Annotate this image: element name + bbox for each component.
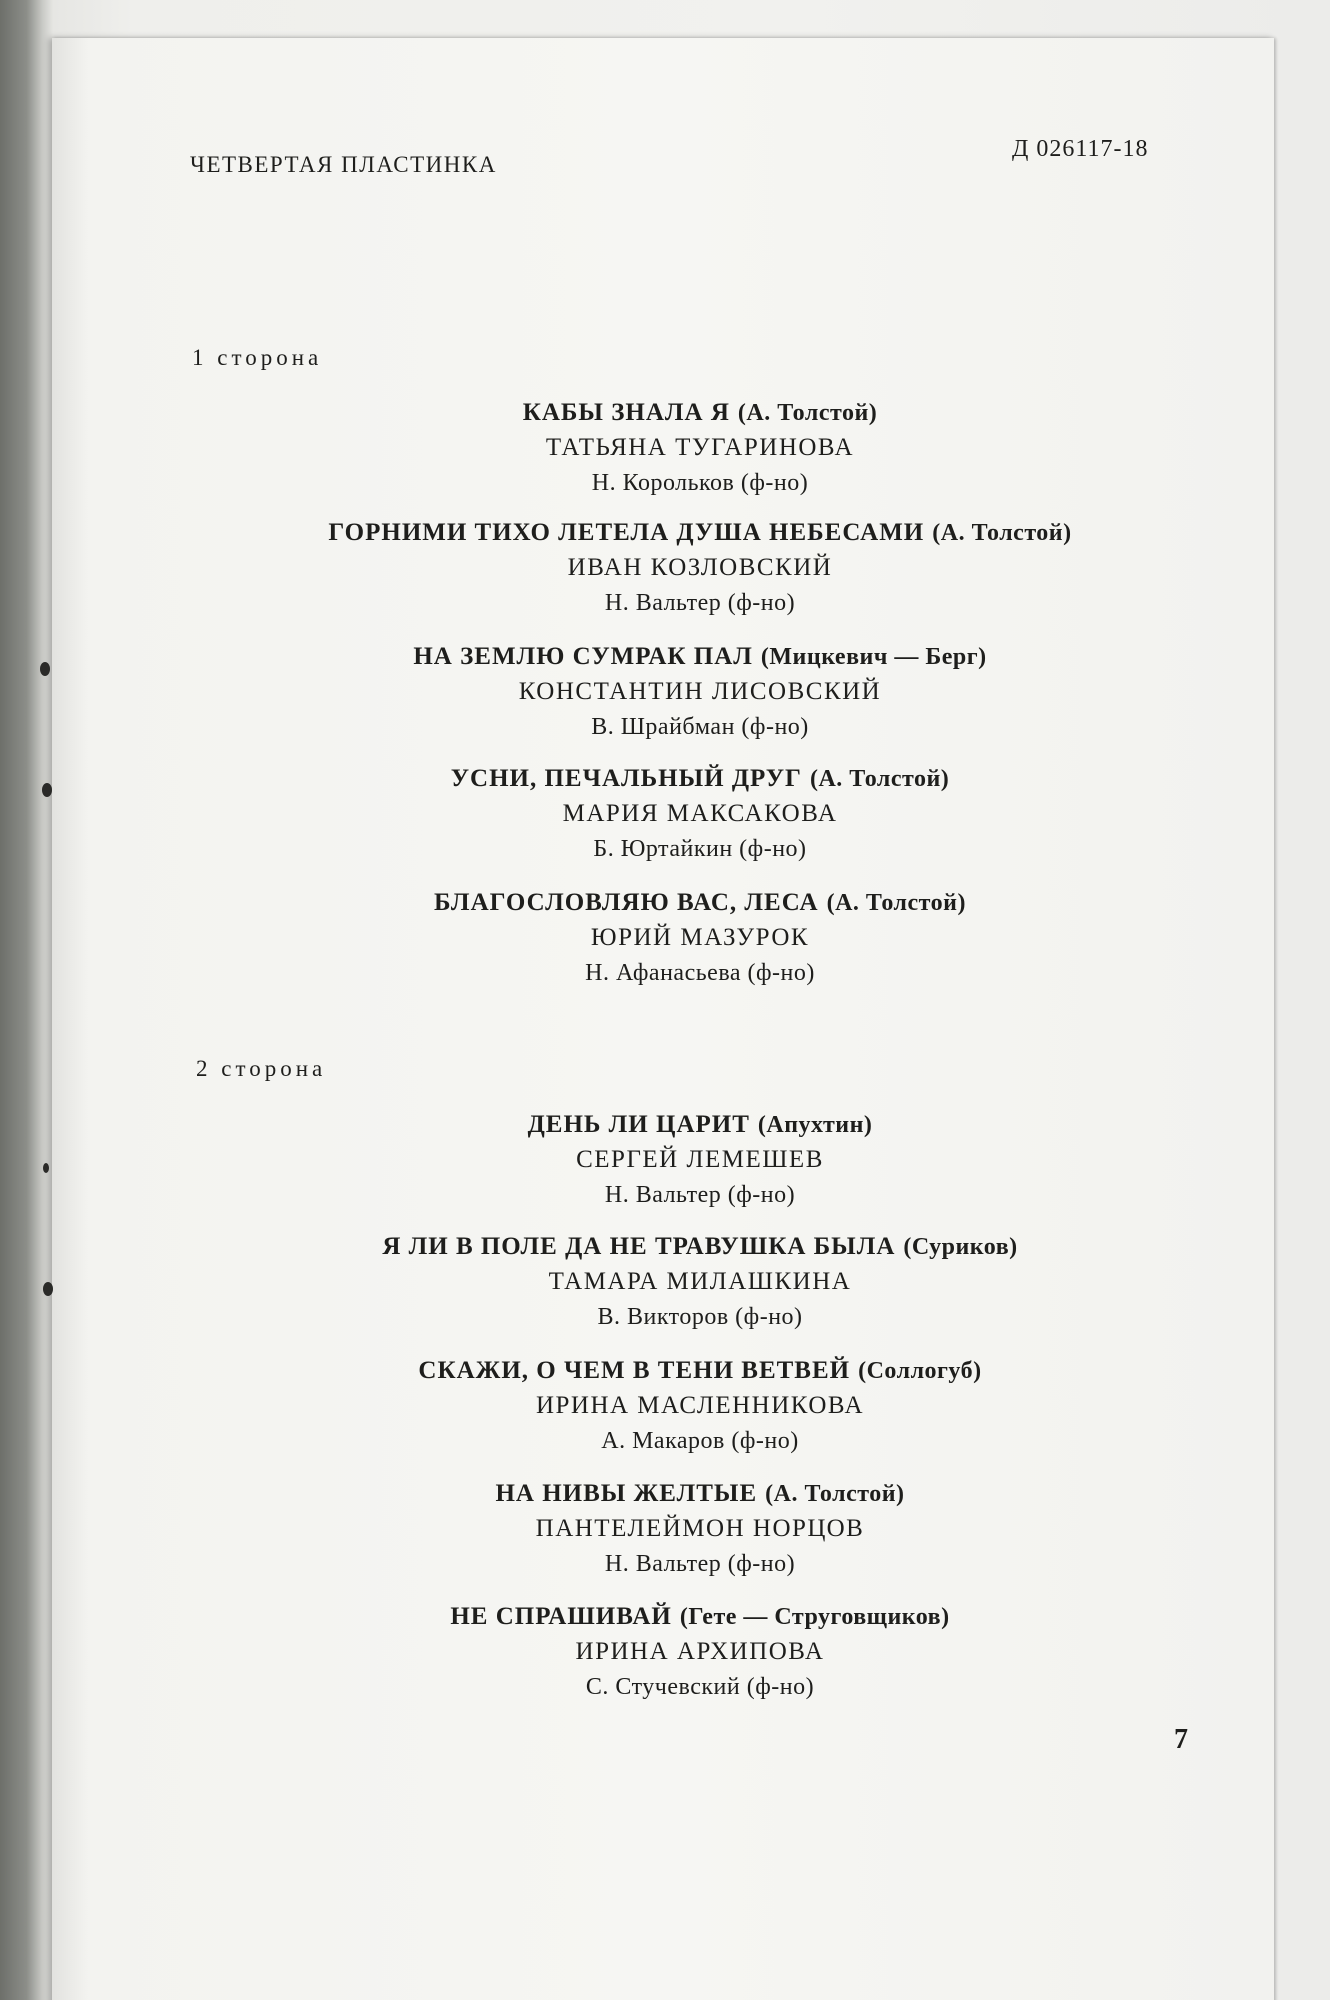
song-title: СКАЖИ, О ЧЕМ В ТЕНИ ВЕТВЕЙ (418, 1357, 851, 1384)
track-title-line (150, 640, 1250, 674)
song-title: Я ЛИ В ПОЛЕ ДА НЕ ТРАВУШКА БЫЛА (382, 1233, 896, 1260)
song-title: ДЕНЬ ЛИ ЦАРИТ (527, 1111, 750, 1138)
accompanist: Н. Афанасьева (ф-но) (585, 960, 815, 986)
lyricist: (А. Толстой) (765, 1481, 905, 1507)
track (150, 886, 1250, 990)
record-title: ЧЕТВЕРТАЯ ПЛАСТИНКА (190, 152, 497, 177)
track-title-line (150, 1477, 1250, 1511)
lyricist: (А. Толстой) (737, 400, 878, 426)
lyricist: (Суриков) (903, 1234, 1018, 1260)
lyricist: (Апухтин) (757, 1112, 873, 1138)
lyricist: (А. Толстой) (809, 766, 950, 792)
accompanist: В. Шрайбман (ф-но) (591, 714, 809, 740)
performer: ТАТЬЯНА ТУГАРИНОВА (545, 434, 855, 461)
accompanist: Н. Вальтер (ф-но) (604, 1182, 796, 1208)
staple-hole (40, 662, 50, 676)
performer: СЕРГЕЙ ЛЕМЕШЕВ (576, 1146, 824, 1173)
side-2-label: 2 сторона (196, 1056, 327, 1081)
track (150, 1600, 1250, 1704)
accompanist: Б. Юртайкин (ф-но) (593, 836, 807, 862)
song-title: ГОРНИМИ ТИХО ЛЕТЕЛА ДУША НЕБЕСАМИ (328, 519, 925, 546)
lyricist: (Мицкевич — Берг) (760, 644, 987, 670)
catalog-number: Д 026117-18 (1012, 136, 1149, 162)
performer: ИВАН КОЗЛОВСКИЙ (567, 554, 833, 581)
lyricist: (А. Толстой) (932, 520, 1072, 546)
accompanist: В. Викторов (ф-но) (597, 1304, 803, 1330)
track (150, 516, 1250, 620)
accompanist: С. Стучевский (ф-но) (585, 1674, 815, 1700)
track (150, 640, 1250, 744)
song-title: БЛАГОСЛОВЛЯЮ ВАС, ЛЕСА (434, 889, 819, 916)
song-title: УСНИ, ПЕЧАЛЬНЫЙ ДРУГ (450, 765, 802, 792)
track (150, 1477, 1250, 1581)
track (150, 1230, 1250, 1334)
performer: ИРИНА МАСЛЕННИКОВА (535, 1392, 865, 1419)
accompanist: Н. Вальтер (ф-но) (604, 1551, 796, 1577)
page-number: 7 (1174, 1724, 1188, 1755)
performer: МАРИЯ МАКСАКОВА (562, 800, 838, 827)
track-title-line (150, 396, 1250, 430)
accompanist: Н. Корольков (ф-но) (591, 470, 809, 496)
performer: ТАМАРА МИЛАШКИНА (548, 1268, 852, 1295)
track-title-line (150, 1354, 1250, 1388)
performer: КОНСТАНТИН ЛИСОВСКИЙ (518, 678, 882, 705)
track (150, 396, 1250, 500)
track (150, 1108, 1250, 1212)
performer: ИРИНА АРХИПОВА (575, 1638, 825, 1665)
booklet-page (52, 38, 1274, 2000)
accompanist: Н. Вальтер (ф-но) (604, 590, 796, 616)
track (150, 762, 1250, 866)
staple-hole (42, 783, 52, 797)
song-title: НА НИВЫ ЖЕЛТЫЕ (495, 1480, 758, 1507)
staple-hole (43, 1282, 53, 1296)
track-title-line (150, 1230, 1250, 1264)
song-title: НА ЗЕМЛЮ СУМРАК ПАЛ (413, 643, 753, 670)
staple-hole (43, 1163, 49, 1173)
lyricist: (А. Толстой) (826, 890, 966, 916)
song-title: НЕ СПРАШИВАЙ (450, 1603, 672, 1630)
track-title-line (150, 886, 1250, 920)
song-title: КАБЫ ЗНАЛА Я (522, 399, 730, 426)
accompanist: А. Макаров (ф-но) (601, 1428, 799, 1454)
lyricist: (Гете — Струговщиков) (679, 1604, 950, 1630)
track-title-line (150, 1600, 1250, 1634)
track-title-line (150, 516, 1250, 550)
track-title-line (150, 1108, 1250, 1142)
track (150, 1354, 1250, 1458)
lyricist: (Соллогуб) (858, 1358, 982, 1384)
track-title-line (150, 762, 1250, 796)
performer: ЮРИЙ МАЗУРОК (590, 924, 810, 951)
performer: ПАНТЕЛЕЙМОН НОРЦОВ (535, 1515, 865, 1542)
side-1-label: 1 сторона (192, 345, 323, 370)
